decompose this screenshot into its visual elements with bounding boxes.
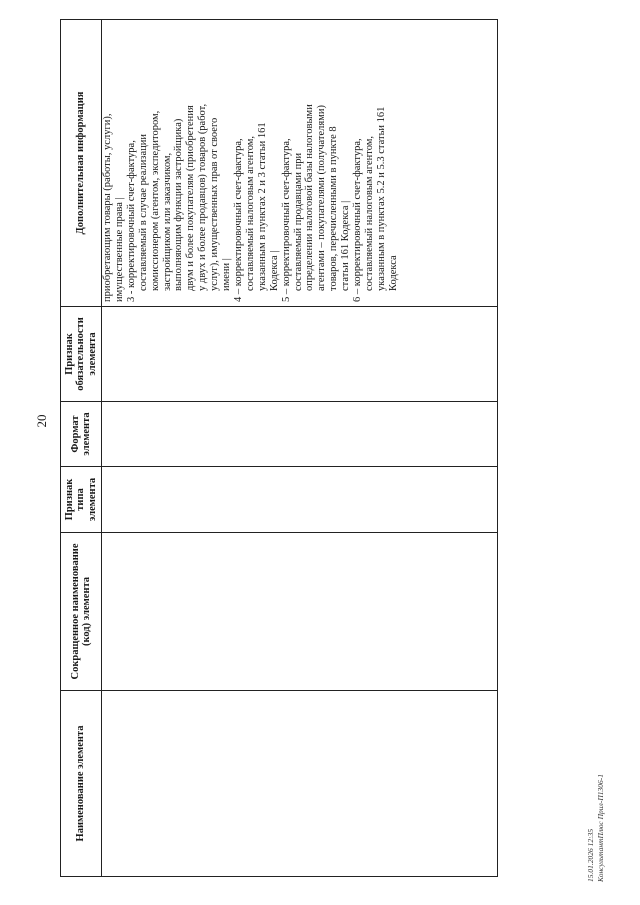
header-additional-info: Дополнительная информация bbox=[61, 20, 102, 307]
info-line: комиссионером (агентом, экспедитором, bbox=[149, 110, 161, 291]
footer-timestamp: 15.01.2026 12:35 bbox=[586, 828, 595, 882]
cell-required-flag bbox=[102, 307, 498, 402]
footer-stamp bbox=[586, 774, 606, 882]
info-line: составляемый налоговым агентом, bbox=[363, 135, 375, 291]
info-line: составляемый в случае реализации bbox=[137, 134, 149, 291]
footer-code: Прил-П1306-1 bbox=[596, 774, 605, 820]
info-line: приобретающим товары (работы, услуги), bbox=[102, 113, 113, 302]
info-line: 5 – корректировочный счет-фактура, bbox=[280, 138, 292, 302]
cell-element-name bbox=[102, 691, 498, 877]
header-required-flag: Признак обязательности элемента bbox=[61, 307, 102, 402]
info-line: составляемый налоговым агентом, bbox=[244, 135, 256, 291]
header-type-flag: Признак типа элемента bbox=[61, 467, 102, 533]
info-line: Кодекса | bbox=[268, 250, 280, 291]
header-element-name: Наименование элемента bbox=[61, 691, 102, 877]
info-line: имущественные права | bbox=[113, 197, 125, 302]
info-line: 3 - корректировочный счет-фактура, bbox=[125, 140, 137, 302]
table-header-row bbox=[61, 20, 102, 877]
header-short-name-code: Сокращенное наименование (код) элемента bbox=[61, 533, 102, 691]
info-line: указанным в пунктах 5.2 и 5.3 статьи 161 bbox=[375, 106, 387, 291]
info-line: определении налоговой базы налоговыми bbox=[304, 104, 316, 291]
page-number: 20 bbox=[34, 414, 49, 428]
footer-source: КонсультантПлюс bbox=[596, 821, 605, 882]
info-line: 6 – корректировочный счет-фактура, bbox=[352, 138, 364, 302]
header-format: Формат элемента bbox=[61, 402, 102, 467]
info-line: статьи 161 Кодекса | bbox=[340, 200, 352, 291]
info-line: агентами – покупателями (получателями) bbox=[316, 104, 328, 291]
info-line: застройщиком или заказчиком, bbox=[161, 152, 173, 291]
table-row bbox=[102, 20, 498, 877]
info-line: товаров, перечисленными в пункте 8 bbox=[328, 126, 340, 291]
info-line: составляемый продавцами при bbox=[292, 152, 304, 291]
footer-source-line bbox=[596, 774, 606, 882]
info-line: указанным в пунктах 2 и 3 статьи 161 bbox=[256, 122, 268, 291]
cell-type-flag bbox=[102, 467, 498, 533]
info-line: 4 – корректировочный счет-фактура, bbox=[232, 138, 244, 302]
info-line: имени | bbox=[221, 258, 233, 291]
elements-table bbox=[60, 19, 498, 877]
info-line: у двух и более продавцов) товаров (работ, bbox=[197, 103, 209, 291]
cell-short-name-code bbox=[102, 533, 498, 691]
cell-format bbox=[102, 402, 498, 467]
cell-additional-info bbox=[102, 20, 498, 307]
rotated-table-container bbox=[60, 20, 497, 877]
info-line: двум и более покупателям (приобретения bbox=[185, 105, 197, 291]
info-line: услуг), имущественных прав от своего bbox=[209, 117, 221, 291]
info-line: выполняющим функции застройщика) bbox=[173, 118, 185, 291]
info-line: Кодекса bbox=[387, 255, 399, 291]
